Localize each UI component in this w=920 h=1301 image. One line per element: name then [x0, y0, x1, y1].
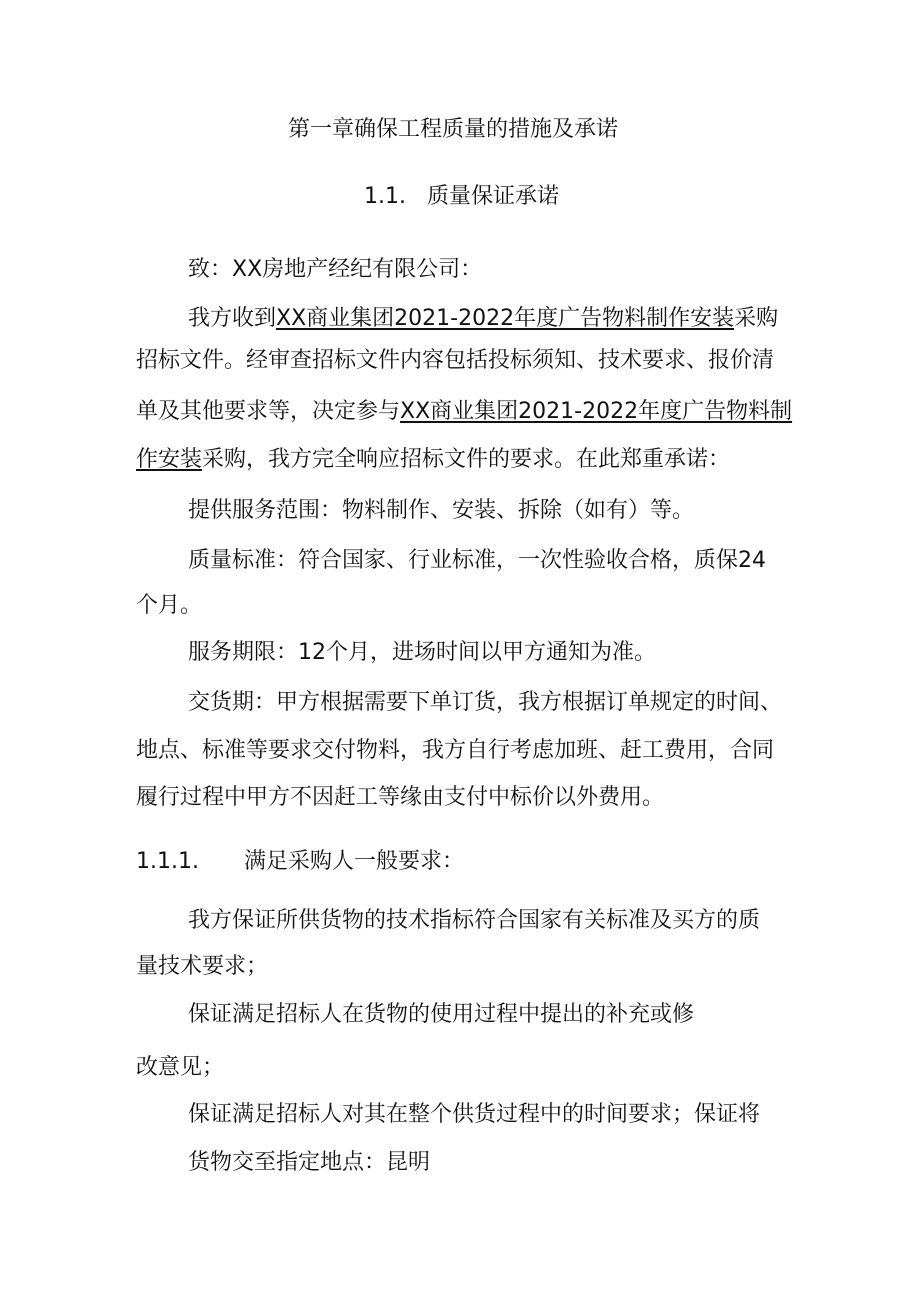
project-name: XX商业集团2021-2022年度广告物料制作安装 [276, 306, 735, 331]
delivery-line-1: 交货期：甲方根据需要下单订货，我方根据订单规定的时间、 [188, 690, 783, 715]
requirement-1-line-2: 量技术要求； [136, 954, 269, 979]
requirement-3-line-1: 保证满足招标人对其在整个供货过程中的时间要求；保证将 [188, 1102, 761, 1127]
subsection-title: 满足采购人一般要求： [243, 849, 464, 874]
intro-text: 采购，我方完全响应招标文件的要求。在此郑重承诺： [202, 447, 731, 472]
requirement-2-line-2: 改意见； [136, 1055, 225, 1080]
delivery-line-3: 履行过程中甲方不因赶工等缘由支付中标价以外费用。 [136, 785, 665, 810]
service-period: 服务期限：12个月，进场时间以甲方通知为准。 [188, 640, 656, 665]
subsection-number: 1.1.1. [136, 849, 199, 874]
section-title: 质量保证承诺 [426, 184, 559, 209]
chapter-title: 第一章确保工程质量的措施及承诺 [288, 117, 619, 142]
intro-line-2: 招标文件。经审查招标文件内容包括投标须知、技术要求、报价清 [136, 348, 775, 373]
intro-line-4 [136, 445, 730, 475]
quality-standard-line-2: 个月。 [136, 593, 203, 618]
project-name: XX商业集团2021-2022年度广告物料制 [400, 399, 793, 424]
quality-standard-line-1: 质量标准：符合国家、行业标准，一次性验收合格，质保24 [188, 548, 766, 573]
section-heading [364, 182, 559, 212]
requirement-1-line-1: 我方保证所供货物的技术指标符合国家有关标准及买方的质 [188, 908, 761, 933]
intro-text: 采购 [734, 306, 779, 331]
requirement-3-line-2: 货物交至指定地点：昆明 [188, 1150, 431, 1175]
service-scope: 提供服务范围：物料制作、安装、拆除（如有）等。 [188, 498, 695, 523]
intro-text: 单及其他要求等，决定参与 [136, 399, 401, 424]
addressee: 致：XX房地产经纪有限公司： [188, 257, 483, 282]
intro-text: 我方收到 [188, 306, 277, 331]
intro-line-1 [188, 304, 778, 334]
requirement-2-line-1: 保证满足招标人在货物的使用过程中提出的补充或修 [188, 1002, 695, 1027]
intro-line-3 [136, 397, 792, 427]
project-name: 作安装 [136, 447, 203, 472]
delivery-line-2: 地点、标准等要求交付物料，我方自行考虑加班、赶工费用，合同 [136, 738, 775, 763]
section-number: 1.1. [364, 184, 406, 209]
subsection-heading [136, 847, 464, 877]
